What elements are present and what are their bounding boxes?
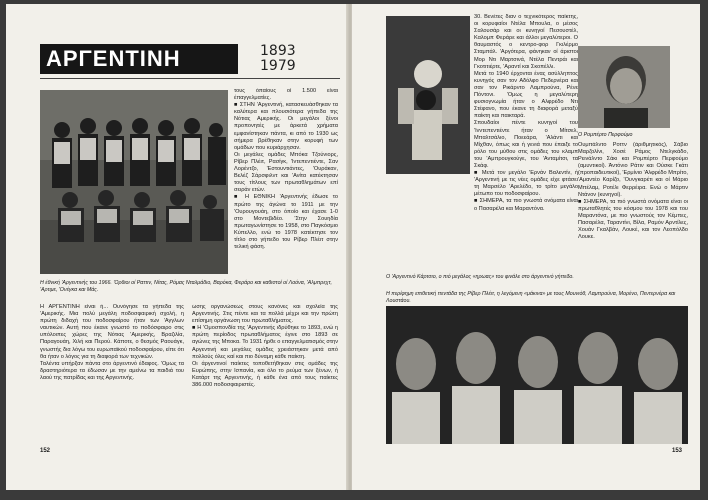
year-start: 1893 [260,43,296,59]
portrait-caption: Ο Ρομπέρτο Περφούμο [578,132,633,138]
article-column-top-right: Ουμπάλντο Ροττν (άριθμητικός), Σάβιο Μαρζολίνι, Χοσέ Ράμος Ντελγκάδο, Ρεινάλντο Σάκι και Ρομπέρτο Περφούμο (αμυντικοί). Άντόνιο Ράτιν και Ούσκε Γκάτι (προπαιδευτικοί), 'Ερμίνιο 'Αλφρέδο Μπρίτο, 'Αμαντέο Καρίζο, 'Ουνγκαρέτι και οί Μάριο Μπέλαμ, Ροτέλι Φερρέιρα. Ενώ ο Μάρτιν Ντάνον (κυνηγοί). ■ ΣΗΜΕΡΑ, τα πιό γνωστά ονόματα είναι οι πρωταθλητές του κόσμου του 1978 και του Μαραντόνα, με πιο γνωστούς τον Κέμπες, Πασαρέλα, Ταραντίνι, Βίλα, Ραμόν Αρντίλες, Χουάν Γκαλβάν, Λουκέ, και τον Λεοπόλδο Λουκε. [578,142,688,241]
article-column-bottom-left: Η ΑΡΓΕΝΤΙΝΗ είναι ή... Ουνόγησε τα γήπεδα της 'Αμερικής. Μια πολύ μεγάλη ποδοσφαιρική σχολή, η πρώτη διδαχή του ποδοσφαίρου ήταν των 'Αγγλων ναυτικών. Αυτή που έκανε γνωστό το ποδόσφαιρο στις υπόλοιπες χώρες της Νότιας 'Αμερικής, Βραζιλία, Παραγουάη, Χιλή και Περού. Κάποτε, ο θεσμός Ραουάγκ, γνωστής δια λόγω του ευρωπαϊκού ποδοσφαίρου, είπε ότι θα ήταν ο λόγος για τη διαφορά των τεχνικών. Ταλέντα υπήρξαν πάντα στο άργεντινό έδαφος. 'Ομως τα δραστηριότερα τα έδωσαν με την αμείνω τα παιδιά του λαού της πατρίδας και της Αργεντινής. [40,304,184,381]
year-end: 1979 [260,58,296,74]
page-number-right: 153 [672,448,683,454]
article-column-top-right: τους όπαίους οί 1.500 είναι έπαγγελματίες. ■ ΣΤΗΝ 'Αργεντινή, κατασκευάσθηκαν τα καλύτερα και πλουσιότερα γήπεδα της Νότιας Αμερικής. Οι μεγάλοι ξένοι προπονητές με άρκετά χρήματα εμφανίστηκαν πάντα, κι από το 1930 ως σήμερα βρέθηκαν στην κορυφή των ομάδων που κυριάρχησαν. Οι μεγάλες ομάδες Μπόκα Τζούνιορς, Ρίβερ Πλέιτ, Ρασίγκ, 'Ιντεπεντιέντε, Σαν Λορέντζο, 'Εστουντιάντες, 'Ουράκαν, Βελέζ Σάρσφιλντ και 'Ανίτα κατέκτησαν τους τίτλους των πρωταθλημάτων επί σειράν ετών. ■ Η ΕΘΝΙΚΗ 'Αργεντινής έδωσε το πρώτο της άγώνα το 1911 με την 'Ουρουγουάη, στο όποίο και έχασε 1-0 στο Μοντεβιδέο. 'Στην Σουηδία πρωταγωνίστησε το 1958, στο Παγκόσμιο Κύπελλο, ενώ το 1978 κατέκτησε τον τίτλο στο γήπεδο του Ρίβερ Πλέιτ στην τελική φάση. [234,88,338,251]
article-column-top-left: 30. Βενέτες διαν ο τεχνικότερος παίκτης, οι κορυφαίοι Ντέλα Μπουλα, ο μέσος Σαλουσάρ και οι κυνηγοί Πεσουστέλ, Καλομπ Φεράρε και άλλοι μεγαλύτεροι. Ο θαυμαστός ο κεντρο-φορ Γκιλέρμο Σταμπάλ. 'Αργότερα, φάνηκαν οί άριστοι Μορ Ντι Μαρτσινά, Ντέλα Πεντράι και Γκοτιτιέρτε, 'Αραντί και Σκοπέλλι. Μετά το 1940 έρχονται ένας ασύλληπτος κυνηγός σαν τον Αδόλφο Πεδερνέρα και σαν τον Ρικάρντο Λαμπρούνα, Ρένε Πόντονι. 'Ομως η μεγαλύτερη φυσιογνωμία ήταν ο Αλφρέδο Ντι Στέφανο, που έκανε τη διαφορά μεταξύ παίκτη και παικταρά. Σπουδαίοι πέντε κυνηγοί του 'Ινντεπεντιέντε ήταν ο Μίτσελ, Μπαλτσάλιο, Ποεεάρα, 'Αλάντι και Μίχθαν, όπως και ή γενιά που έπαιξε το ρόλο του μύθου στις ομάδες του κλαμπ του 'Αμπρουγκούγε, του 'Ανταμίτσι, τα Σκάφ. ■ Μετά τον μεγάλο 'Ερνάν Βαλεντίν, ή 'Αργεντινή με τις νέες ομάδες είχε φτάσει τη Μαρσέλο 'Αρελέδο, το τρίτο μεγάλο μέτωπο του ποδοσφαίρου. ■ ΣΗΜΕΡΑ, τα πιο γνωστά ονόματα είναι ο Πασαρέλα και Μαραντόνα. [474,14,578,212]
left-page [6,4,348,490]
trophy-photo [386,16,470,174]
portrait-photo-perfumo [578,46,670,128]
year-range [260,44,340,74]
article-column-bottom-right: ωσης οργανώσεως στους κανόνες και σχολεία της Αργεντινής. Στις πέντε και τα πολλά μέχρι και την πρώτη επίσημη οργάνωση του πρωταθλήματος. ■ Η 'Ομοσπονδία της 'Αργεντινής ιδρύθηκε το 1893, ενώ η πρώτη περίοδος πρωταθλήματος έγινε στο 1893 σε αγώνες της Μποκα. Το 1931 ήρθε ο επαγγελματισμός στην Αργεντινή και μεγάλες ομάδες χρειάστηκαν μετά από πολλούς όλες καί και πιο δύναμη κάθε παίκτη. Οι άργεντινοί παίκτες τοποθετήθηκαν στις ομάδες της Ευρώπης, στην Ισπανία, και όλο το ρεύμα των ξένων, ή Κατάρτ της Αργεντινής, ή κάθε ένα από τους παίκτες 386.000 ποδοσφαιριστές. [192,304,338,389]
river-plate-caption: Η περίφημη επιθετική πεντάδα της Ρίβερ Πλέιτ, η λεγόμενη «μάκινα» με τους Μουνιόθ, Λαμπρούνα, Μορένο, Πεντερνέρα και Λουστάου. [386,291,676,304]
trophy-caption: Ο 'Αργεντινό Κάρτσιο, ο πιό μεγάλος «ηρωας» του φινάλε στο άργεντινό γήπεδο. [386,274,574,280]
team-photo-caption: Η έθνική 'Αργεντινής του 1966. 'Ορθιοι οί Ραττιν, Νίτας, Ρόμας Νταλμάδιο, Βαρόκα, Φεράρο και καθιστοί οί Λοόνα, 'Αλμπρεχτ, 'Αρτιμε, 'Ονέγκα και Μάς. [40,280,333,293]
page-title: ΑΡΓΕΝΤΙΝΗ [40,44,238,74]
river-plate-team-photo [386,306,688,444]
title-rule [40,78,340,79]
team-photo-1966 [40,90,228,274]
page-number-left: 152 [40,448,51,454]
right-page [352,4,700,490]
